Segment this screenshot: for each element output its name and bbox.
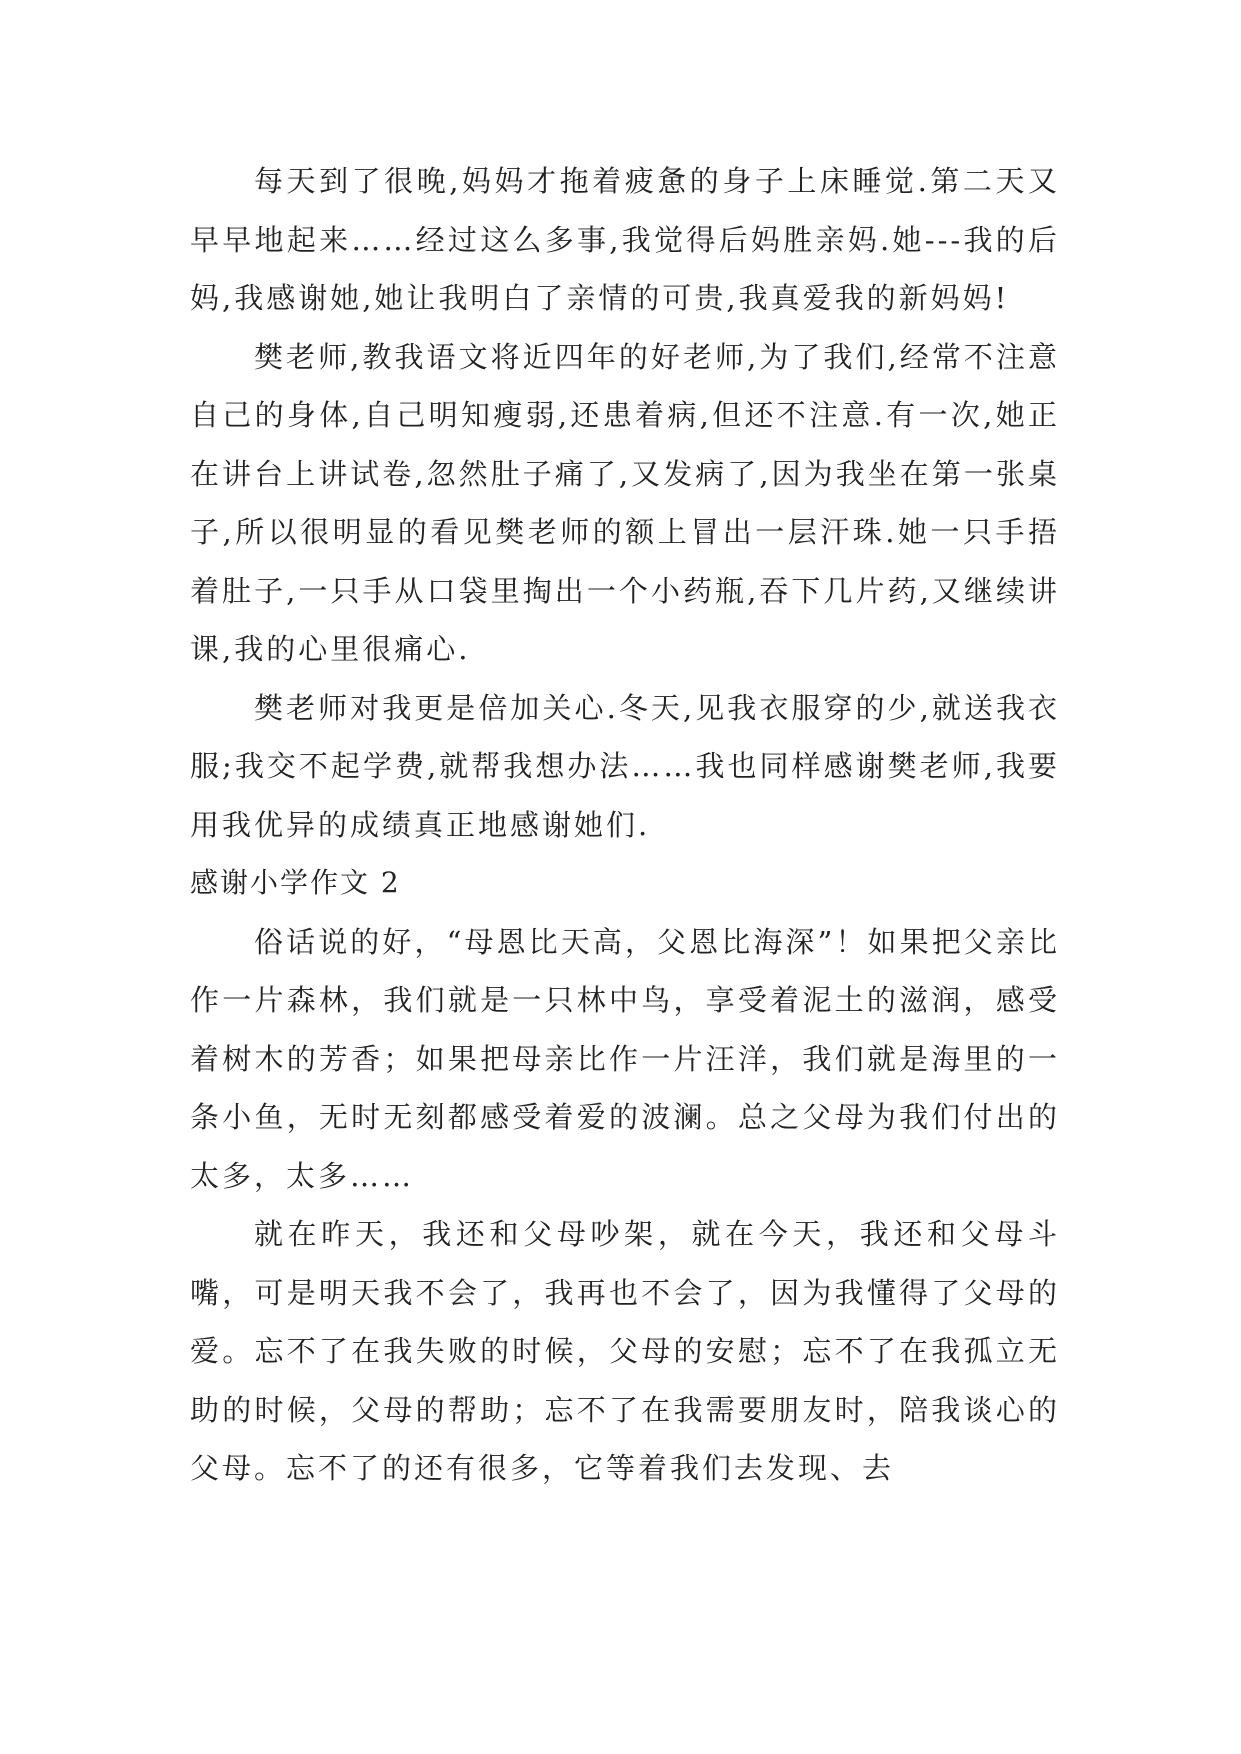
paragraph-teacher-fan-illness: 樊老师,教我语文将近四年的好老师,为了我们,经常不注意自己的身体,自己明知瘦弱,还患着病,但还不注意.有一次,她正在讲台上讲试卷,忽然肚子痛了,又发病了,因为我坐在第一张桌子,所以很明显的看见樊老师的额上冒出一层汗珠.她一只手捂着肚子,一只手从口袋里掏出一个小药瓶,吞下几片药,又继续讲课,我的心里很痛心. <box>190 339 1060 666</box>
paragraph-never-forget: 就在昨天，我还和父母吵架，就在今天，我还和父母斗嘴，可是明天我不会了，我再也不会了，因为我懂得了父母的爱。忘不了在我失败的时候，父母的安慰；忘不了在我孤立无助的时候，父母的帮助；忘不了在我需要朋友时，陪我谈心的父母。忘不了的还有很多，它等着我们去发现、去 <box>190 1217 1060 1485</box>
document-page <box>190 152 1060 1498</box>
section-title: 感谢小学作文 2 <box>190 866 401 899</box>
paragraph-parents-love: 俗话说的好，“母恩比天高，父恩比海深”！如果把父亲比作一片森林，我们就是一只林中鸟，享受着泥土的滋润，感受着树木的芳香；如果把母亲比作一片汪洋，我们就是海里的一条小鱼，无时无刻都感受着爱的波澜。总之父母为我们付出的太多，太多…… <box>190 924 1060 1193</box>
paragraph-teacher-fan-care: 樊老师对我更是倍加关心.冬天,见我衣服穿的少,就送我衣服;我交不起学费,就帮我想办法……我也同样感谢樊老师,我要用我优异的成绩真正地感谢她们. <box>190 690 1060 842</box>
paragraph-stepmother-conclusion: 每天到了很晚,妈妈才拖着疲惫的身子上床睡觉.第二天又早早地起来……经过这么多事,我觉得后妈胜亲妈.她---我的后妈,我感谢她,她让我明白了亲情的可贵,我真爱我的新妈妈! <box>190 164 1060 315</box>
